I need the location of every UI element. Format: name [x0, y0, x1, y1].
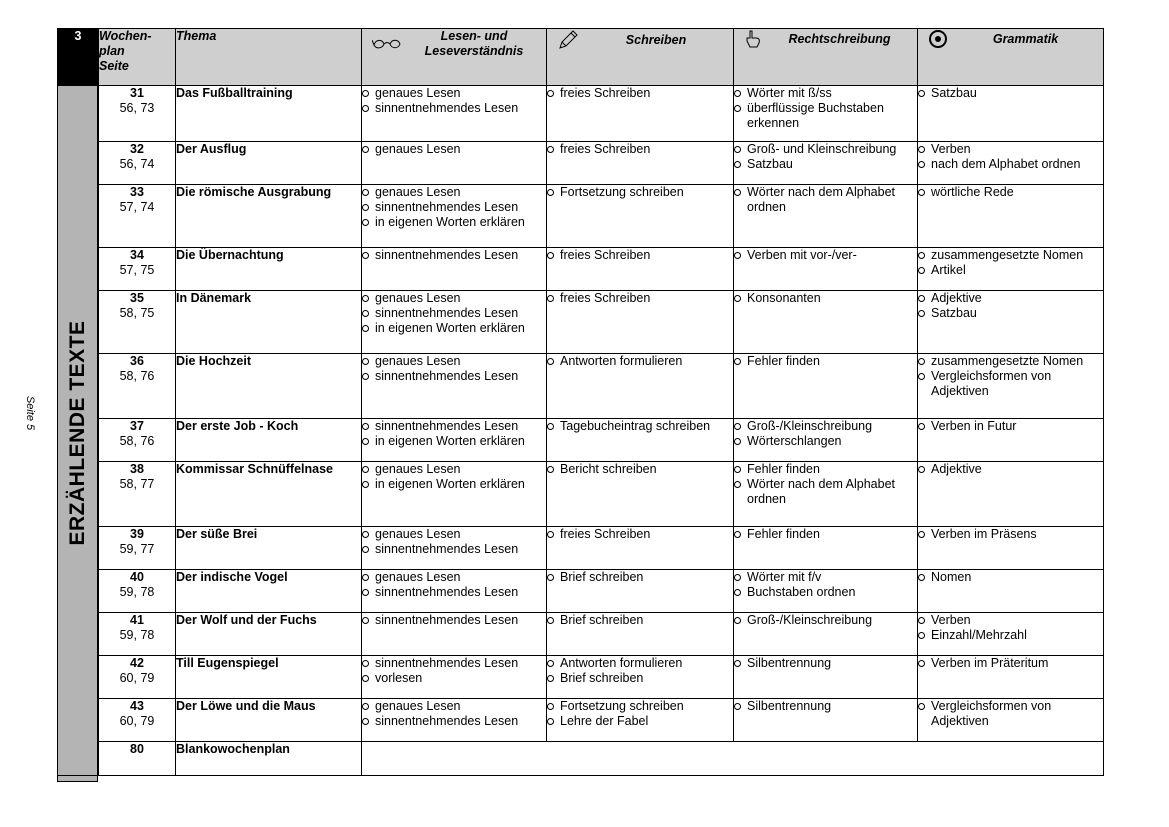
thema-cell: In Dänemark [176, 291, 362, 354]
list-item: Verben in Futur [918, 419, 1103, 434]
recht-cell [734, 527, 918, 570]
plan-pages: 60, 79 [119, 714, 155, 728]
list-item: sinnentnehmendes Lesen [362, 714, 546, 729]
header-lesen [362, 29, 547, 86]
plan-pages: 56, 73 [119, 101, 155, 115]
thema-cell: Blankowochenplan [176, 742, 362, 776]
gramm-list [918, 527, 1103, 542]
table-row [58, 656, 1104, 699]
list-item: Groß-/Kleinschreibung [734, 419, 917, 434]
recht-list [734, 462, 917, 507]
wochenplan-cell [99, 699, 176, 742]
gramm-list [918, 570, 1103, 585]
list-item: sinnentnehmendes Lesen [362, 419, 546, 434]
plan-number: 41 [130, 613, 144, 627]
plan-number: 40 [130, 570, 144, 584]
list-item: genaues Lesen [362, 86, 546, 101]
gramm-list [918, 656, 1103, 671]
plan-number: 32 [130, 142, 144, 156]
header-rechtschreibung [734, 29, 918, 86]
lesen-list [362, 291, 546, 336]
recht-cell [734, 291, 918, 354]
plan-number: 37 [130, 419, 144, 433]
gramm-cell [918, 699, 1104, 742]
list-item: Groß- und Kleinschreibung [734, 142, 917, 157]
list-item: Wörter nach dem Alphabet ordnen [734, 477, 917, 507]
plan-pages: 57, 75 [119, 263, 155, 277]
schreiben-cell [547, 354, 734, 419]
table-row-blank [58, 742, 1104, 776]
list-item: Fortsetzung schreiben [547, 699, 733, 714]
list-item: freies Schreiben [547, 248, 733, 263]
gramm-cell [918, 248, 1104, 291]
gramm-cell [918, 291, 1104, 354]
plan-pages: 56, 74 [119, 157, 155, 171]
plan-pages: 57, 74 [119, 200, 155, 214]
list-item: Vergleichsformen von Adjektiven [918, 699, 1103, 729]
header-schreiben [547, 29, 734, 86]
recht-cell [734, 419, 918, 462]
list-item: Wörter nach dem Alphabet ordnen [734, 185, 917, 215]
list-item: überflüssige Buchstaben erkennen [734, 101, 917, 131]
wochenplan-cell [99, 142, 176, 185]
lesen-list [362, 185, 546, 230]
lesen-cell [362, 354, 547, 419]
list-item: in eigenen Worten erklären [362, 215, 546, 230]
table-row [58, 291, 1104, 354]
wochenplan-cell [99, 354, 176, 419]
recht-list [734, 354, 917, 369]
list-item: Lehre der Fabel [547, 714, 733, 729]
gramm-list [918, 86, 1103, 101]
lesen-cell [362, 419, 547, 462]
plan-number: 39 [130, 527, 144, 541]
plan-number: 36 [130, 354, 144, 368]
table-body [58, 86, 1104, 776]
list-item: nach dem Alphabet ordnen [918, 157, 1103, 172]
gramm-list [918, 142, 1103, 172]
gramm-list [918, 185, 1103, 200]
gramm-list [918, 462, 1103, 477]
recht-list [734, 185, 917, 215]
list-item: Silbentrennung [734, 656, 917, 671]
list-item: in eigenen Worten erklären [362, 434, 546, 449]
list-item: Verben im Präteritum [918, 656, 1103, 671]
list-item: Einzahl/Mehrzahl [918, 628, 1103, 643]
list-item: Bericht schreiben [547, 462, 733, 477]
list-item: Konsonanten [734, 291, 917, 306]
list-item: sinnentnehmendes Lesen [362, 248, 546, 263]
schreiben-list [547, 419, 733, 434]
wochenplan-cell [99, 419, 176, 462]
gramm-cell [918, 354, 1104, 419]
list-item: Wörterschlangen [734, 434, 917, 449]
gramm-list [918, 613, 1103, 643]
recht-cell [734, 142, 918, 185]
plan-number: 31 [130, 86, 144, 100]
schreiben-cell [547, 699, 734, 742]
lesen-cell [362, 142, 547, 185]
list-item: Brief schreiben [547, 671, 733, 686]
gramm-cell [918, 462, 1104, 527]
recht-list [734, 699, 917, 714]
list-item: genaues Lesen [362, 291, 546, 306]
lesen-cell [362, 570, 547, 613]
schreiben-cell [547, 613, 734, 656]
list-item: Antworten formulieren [547, 354, 733, 369]
schreiben-list [547, 142, 733, 157]
list-item: sinnentnehmendes Lesen [362, 369, 546, 384]
header-thema: Thema [176, 29, 362, 86]
plan-pages: 59, 78 [119, 585, 155, 599]
list-item: Fehler finden [734, 462, 917, 477]
lesen-cell [362, 699, 547, 742]
gramm-cell [918, 185, 1104, 248]
schreiben-cell [547, 656, 734, 699]
recht-list [734, 291, 917, 306]
gramm-list [918, 354, 1103, 399]
plan-pages: 59, 78 [119, 628, 155, 642]
list-item: Satzbau [734, 157, 917, 172]
wochenplan-overview-table [57, 28, 1104, 776]
header-grammatik [918, 29, 1104, 86]
plan-pages: 58, 76 [119, 369, 155, 383]
lesen-cell [362, 613, 547, 656]
list-item: Wörter mit f/v [734, 570, 917, 585]
lesen-list [362, 248, 546, 263]
schreiben-list [547, 570, 733, 585]
schreiben-list [547, 613, 733, 628]
schreiben-list [547, 699, 733, 729]
list-item: Artikel [918, 263, 1103, 278]
list-item: Adjektive [918, 291, 1103, 306]
list-item: genaues Lesen [362, 699, 546, 714]
schreiben-list [547, 462, 733, 477]
list-item: Brief schreiben [547, 613, 733, 628]
wochenplan-cell [99, 613, 176, 656]
schreiben-list [547, 248, 733, 263]
table-row [58, 86, 1104, 142]
section-band-cell [58, 86, 99, 776]
thema-cell: Die Übernachtung [176, 248, 362, 291]
plan-number: 38 [130, 462, 144, 476]
plan-number: 80 [130, 742, 144, 756]
plan-pages: 58, 77 [119, 477, 155, 491]
thema-cell: Die römische Ausgrabung [176, 185, 362, 248]
list-item: sinnentnehmendes Lesen [362, 200, 546, 215]
list-item: zusammengesetzte Nomen [918, 248, 1103, 263]
thema-cell: Die Hochzeit [176, 354, 362, 419]
schreiben-cell [547, 527, 734, 570]
lesen-list [362, 354, 546, 384]
header-row [58, 29, 1104, 86]
schreiben-cell [547, 185, 734, 248]
list-item: genaues Lesen [362, 185, 546, 200]
list-item: Verben mit vor-/ver- [734, 248, 917, 263]
section-title: ERZÄHLENDE TEXTE [65, 320, 89, 546]
schreiben-cell [547, 419, 734, 462]
list-item: genaues Lesen [362, 354, 546, 369]
table-row [58, 354, 1104, 419]
list-item: genaues Lesen [362, 527, 546, 542]
list-item: Silbentrennung [734, 699, 917, 714]
schreiben-list [547, 656, 733, 686]
list-item: Brief schreiben [547, 570, 733, 585]
table-row [58, 570, 1104, 613]
recht-list [734, 613, 917, 628]
schreiben-cell [547, 291, 734, 354]
list-item: zusammengesetzte Nomen [918, 354, 1103, 369]
list-item: sinnentnehmendes Lesen [362, 613, 546, 628]
lesen-list [362, 527, 546, 557]
header-wochenplan-line: Seite [99, 59, 129, 73]
wochenplan-cell [99, 570, 176, 613]
recht-cell [734, 86, 918, 142]
header-lesen-line: Leseverständnis [424, 44, 524, 58]
thema-cell: Der Ausflug [176, 142, 362, 185]
plan-number: 34 [130, 248, 144, 262]
schreiben-list [547, 354, 733, 369]
thema-cell: Der süße Brei [176, 527, 362, 570]
wochenplan-cell [99, 248, 176, 291]
gramm-list [918, 248, 1103, 278]
recht-list [734, 248, 917, 263]
list-item: sinnentnehmendes Lesen [362, 585, 546, 600]
list-item: Wörter mit ß/ss [734, 86, 917, 101]
list-item: sinnentnehmendes Lesen [362, 656, 546, 671]
list-item: Fortsetzung schreiben [547, 185, 733, 200]
schreiben-list [547, 86, 733, 101]
list-item: Groß-/Kleinschreibung [734, 613, 917, 628]
list-item: in eigenen Worten erklären [362, 321, 546, 336]
wochenplan-cell [99, 291, 176, 354]
list-item: genaues Lesen [362, 462, 546, 477]
gramm-list [918, 291, 1103, 321]
header-grammatik-label: Grammatik [992, 31, 1059, 46]
list-item: Fehler finden [734, 527, 917, 542]
lesen-list [362, 419, 546, 449]
wochenplan-cell [99, 86, 176, 142]
gramm-cell [918, 142, 1104, 185]
gramm-cell [918, 656, 1104, 699]
lesen-cell [362, 527, 547, 570]
plan-pages: 58, 75 [119, 306, 155, 320]
gramm-cell [918, 86, 1104, 142]
wochenplan-cell [99, 742, 176, 776]
header-schreiben-label: Schreiben [625, 32, 687, 47]
lesen-cell [362, 86, 547, 142]
plan-number: 33 [130, 185, 144, 199]
recht-list [734, 142, 917, 172]
schreiben-cell [547, 570, 734, 613]
table-row [58, 462, 1104, 527]
schreiben-cell [547, 142, 734, 185]
table-row [58, 527, 1104, 570]
gramm-list [918, 699, 1103, 729]
table-row [58, 699, 1104, 742]
table-row [58, 419, 1104, 462]
page-number-text: Seite 5 [24, 395, 36, 431]
schreiben-list [547, 185, 733, 200]
gramm-cell [918, 527, 1104, 570]
list-item: freies Schreiben [547, 291, 733, 306]
header-wochenplan-line: plan [99, 44, 125, 58]
list-item: Satzbau [918, 86, 1103, 101]
header-rechtschreibung-label: Rechtschreibung [788, 31, 891, 46]
target-icon [928, 29, 948, 49]
table-row [58, 248, 1104, 291]
recht-cell [734, 656, 918, 699]
list-item: freies Schreiben [547, 142, 733, 157]
list-item: Verben [918, 142, 1103, 157]
header-wochenplan-line: Wochen- [99, 29, 152, 43]
header-wochenplan [99, 29, 176, 86]
schreiben-cell [547, 86, 734, 142]
list-item: Verben im Präsens [918, 527, 1103, 542]
pencil-icon [557, 29, 579, 51]
lesen-cell [362, 462, 547, 527]
thema-cell: Der Wolf und der Fuchs [176, 613, 362, 656]
lesen-list [362, 699, 546, 729]
gramm-cell [918, 613, 1104, 656]
empty-cell [362, 742, 1104, 776]
plan-number: 35 [130, 291, 144, 305]
plan-number: 42 [130, 656, 144, 670]
list-item: sinnentnehmendes Lesen [362, 101, 546, 116]
list-item: sinnentnehmendes Lesen [362, 542, 546, 557]
lesen-list [362, 613, 546, 628]
lesen-list [362, 86, 546, 116]
plan-number: 43 [130, 699, 144, 713]
recht-list [734, 656, 917, 671]
wochenplan-cell [99, 527, 176, 570]
lesen-list [362, 656, 546, 686]
schreiben-list [547, 527, 733, 542]
glasses-icon [372, 37, 402, 51]
wochenplan-cell [99, 656, 176, 699]
lesen-cell [362, 291, 547, 354]
recht-cell [734, 613, 918, 656]
list-item: genaues Lesen [362, 570, 546, 585]
thema-cell: Der Löwe und die Maus [176, 699, 362, 742]
recht-cell [734, 699, 918, 742]
recht-list [734, 86, 917, 131]
list-item: freies Schreiben [547, 527, 733, 542]
list-item: Tagebucheintrag schreiben [547, 419, 733, 434]
recht-cell [734, 185, 918, 248]
lesen-list [362, 142, 546, 157]
table-row [58, 613, 1104, 656]
list-item: Nomen [918, 570, 1103, 585]
table-row [58, 185, 1104, 248]
list-item: Satzbau [918, 306, 1103, 321]
list-item: Verben [918, 613, 1103, 628]
list-item: Buchstaben ordnen [734, 585, 917, 600]
list-item: sinnentnehmendes Lesen [362, 306, 546, 321]
thema-cell: Das Fußballtraining [176, 86, 362, 142]
recht-list [734, 570, 917, 600]
recht-cell [734, 570, 918, 613]
plan-pages: 59, 77 [119, 542, 155, 556]
list-item: vorlesen [362, 671, 546, 686]
lesen-cell [362, 248, 547, 291]
gramm-cell [918, 419, 1104, 462]
header-lesen-line: Lesen- und [440, 29, 508, 43]
thema-cell: Kommissar Schnüffelnase [176, 462, 362, 527]
thema-cell: Der indische Vogel [176, 570, 362, 613]
list-item: Adjektive [918, 462, 1103, 477]
recht-list [734, 527, 917, 542]
list-item: Vergleichsformen von Adjektiven [918, 369, 1103, 399]
recht-list [734, 419, 917, 449]
schreiben-cell [547, 248, 734, 291]
recht-cell [734, 248, 918, 291]
list-item: Antworten formulieren [547, 656, 733, 671]
plan-pages: 60, 79 [119, 671, 155, 685]
list-item: Fehler finden [734, 354, 917, 369]
schreiben-list [547, 291, 733, 306]
lesen-cell [362, 656, 547, 699]
section-number: 3 [58, 29, 99, 86]
list-item: freies Schreiben [547, 86, 733, 101]
table-row [58, 142, 1104, 185]
lesen-list [362, 462, 546, 492]
recht-cell [734, 462, 918, 527]
lesen-cell [362, 185, 547, 248]
recht-cell [734, 354, 918, 419]
thema-cell: Der erste Job - Koch [176, 419, 362, 462]
lesen-list [362, 570, 546, 600]
list-item: genaues Lesen [362, 142, 546, 157]
pointing-hand-icon [744, 29, 762, 49]
wochenplan-cell [99, 462, 176, 527]
list-item: in eigenen Worten erklären [362, 477, 546, 492]
plan-pages: 58, 76 [119, 434, 155, 448]
schreiben-cell [547, 462, 734, 527]
list-item: wörtliche Rede [918, 185, 1103, 200]
gramm-list [918, 419, 1103, 434]
gramm-cell [918, 570, 1104, 613]
wochenplan-cell [99, 185, 176, 248]
thema-cell: Till Eugenspiegel [176, 656, 362, 699]
